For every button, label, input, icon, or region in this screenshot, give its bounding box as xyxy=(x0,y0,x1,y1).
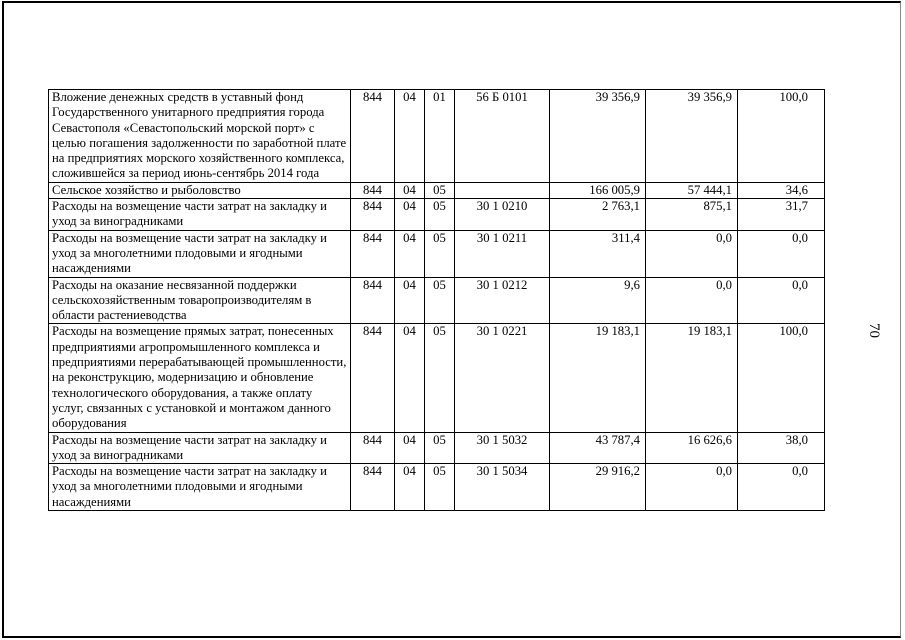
row-csr: 30 1 0210 xyxy=(455,199,550,231)
row-planned: 2 763,1 xyxy=(550,199,646,231)
table-row xyxy=(49,90,825,183)
row-planned: 311,4 xyxy=(550,230,646,277)
row-pr: 05 xyxy=(425,182,455,198)
row-planned: 43 787,4 xyxy=(550,432,646,464)
row-executed: 0,0 xyxy=(646,230,738,277)
row-pr: 05 xyxy=(425,199,455,231)
row-name: Расходы на оказание несвязанной поддержки сельскохозяйственным товаропроизводителям в области растениеводства xyxy=(49,277,351,324)
row-grbs: 844 xyxy=(351,90,395,183)
row-rz: 04 xyxy=(395,230,425,277)
row-planned: 166 005,9 xyxy=(550,182,646,198)
row-grbs: 844 xyxy=(351,230,395,277)
row-csr: 30 1 0212 xyxy=(455,277,550,324)
row-csr: 30 1 5032 xyxy=(455,432,550,464)
row-grbs: 844 xyxy=(351,324,395,432)
row-planned: 29 916,2 xyxy=(550,464,646,511)
row-executed: 0,0 xyxy=(646,277,738,324)
row-pr: 05 xyxy=(425,324,455,432)
row-csr: 30 1 5034 xyxy=(455,464,550,511)
row-rz: 04 xyxy=(395,432,425,464)
row-percent: 0,0 xyxy=(738,230,825,277)
row-percent: 38,0 xyxy=(738,432,825,464)
row-pr: 05 xyxy=(425,277,455,324)
row-name: Расходы на возмещение части затрат на закладку и уход за виноградниками xyxy=(49,432,351,464)
row-percent: 100,0 xyxy=(738,90,825,183)
row-csr: 56 Б 0101 xyxy=(455,90,550,183)
table-row xyxy=(49,324,825,432)
row-csr: 30 1 0221 xyxy=(455,324,550,432)
row-executed: 39 356,9 xyxy=(646,90,738,183)
row-executed: 16 626,6 xyxy=(646,432,738,464)
row-rz: 04 xyxy=(395,199,425,231)
row-name: Расходы на возмещение части затрат на закладку и уход за виноградниками xyxy=(49,199,351,231)
row-csr: 30 1 0211 xyxy=(455,230,550,277)
row-name: Расходы на возмещение части затрат на закладку и уход за многолетними плодовыми и ягодными насаждениями xyxy=(49,230,351,277)
row-percent: 100,0 xyxy=(738,324,825,432)
row-planned: 39 356,9 xyxy=(550,90,646,183)
table-row xyxy=(49,277,825,324)
row-executed: 875,1 xyxy=(646,199,738,231)
row-percent: 0,0 xyxy=(738,464,825,511)
row-name: Вложение денежных средств в уставный фонд Государственного унитарного предприятия города Севастополя «Севастопольский морской порт» с целью погашения задолженности по заработной плате на предприятиях морского хозяйственного комплекса, сложившейся за период июнь-сентябрь 2014 года xyxy=(49,90,351,183)
row-planned: 19 183,1 xyxy=(550,324,646,432)
row-name: Расходы на возмещение прямых затрат, понесенных предприятиями агропромышленного комплекса и предприятиями перерабатывающей промышленности, на реконструкцию, модернизацию и обновление технологического оборудования, а также оплату услуг, связанных с установкой и монтажом данного оборудования xyxy=(49,324,351,432)
table-row xyxy=(49,230,825,277)
row-executed: 0,0 xyxy=(646,464,738,511)
row-pr: 01 xyxy=(425,90,455,183)
row-pr: 05 xyxy=(425,432,455,464)
row-name: Сельское хозяйство и рыболовство xyxy=(49,182,351,198)
row-pr: 05 xyxy=(425,230,455,277)
row-rz: 04 xyxy=(395,182,425,198)
row-planned: 9,6 xyxy=(550,277,646,324)
budget-table xyxy=(48,89,825,511)
page-number: 70 xyxy=(866,323,882,338)
row-percent: 34,6 xyxy=(738,182,825,198)
row-percent: 31,7 xyxy=(738,199,825,231)
row-rz: 04 xyxy=(395,277,425,324)
row-grbs: 844 xyxy=(351,199,395,231)
table-row xyxy=(49,182,825,198)
row-rz: 04 xyxy=(395,464,425,511)
table-row xyxy=(49,199,825,231)
row-grbs: 844 xyxy=(351,182,395,198)
row-rz: 04 xyxy=(395,90,425,183)
row-rz: 04 xyxy=(395,324,425,432)
row-percent: 0,0 xyxy=(738,277,825,324)
row-name: Расходы на возмещение части затрат на закладку и уход за многолетними плодовыми и ягодными насаждениями xyxy=(49,464,351,511)
row-grbs: 844 xyxy=(351,277,395,324)
row-executed: 57 444,1 xyxy=(646,182,738,198)
table-row xyxy=(49,432,825,464)
row-csr xyxy=(455,182,550,198)
row-executed: 19 183,1 xyxy=(646,324,738,432)
row-pr: 05 xyxy=(425,464,455,511)
row-grbs: 844 xyxy=(351,464,395,511)
table-row xyxy=(49,464,825,511)
row-grbs: 844 xyxy=(351,432,395,464)
